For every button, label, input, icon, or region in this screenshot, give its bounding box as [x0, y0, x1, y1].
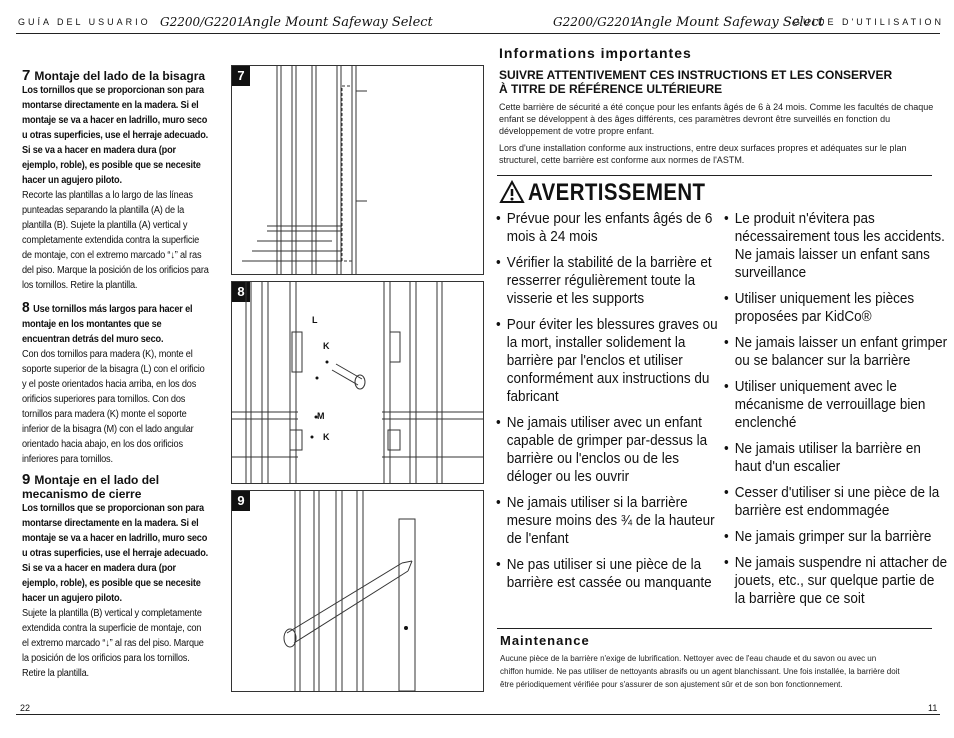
- warning-item: • Pour éviter les blessures graves ou la mort, installer solidement la barrière par l'enclos et utiliser conformément aux instructions du fabricant: [496, 316, 719, 406]
- step-9-text: Sujete la plantilla (B) vertical y completamente extendida contra la superficie de montaje, con el extremo marcado “↓” al ras del piso. Marque la posición de los orificios para los tornillos. Retire la plantilla.: [22, 608, 204, 679]
- step-7-bold: Los tornillos que se proporcionan son para montarse directamente en la madera. Si el montaje se va a hacer en ladrillo, muro seco u otras superficies, use el herraje adecuado. Si se va a hacer en madera dura (por ejemplo, roble), es posible que se necesite hacer un agujero piloto.: [22, 85, 209, 186]
- footer-rule: [16, 714, 940, 715]
- figure-9-illustration: [232, 491, 483, 691]
- step-8: [22, 300, 232, 467]
- page-number-right: 11: [928, 703, 938, 713]
- header-rule: [16, 33, 940, 34]
- figure-8-label-K2: K: [323, 432, 330, 442]
- warning-item: • Utiliser uniquement avec le mécanisme de verrouillage bien enclenché: [724, 378, 947, 432]
- step-8-number: 8: [22, 299, 30, 316]
- info-paragraph-2: Lors d'une installation conforme aux instructions, entre deux surfaces propres et adéquates sur le plan structurel, cette barrière est conforme aux normes de l'ASTM.: [499, 143, 907, 165]
- figure-8-label: 8: [232, 282, 250, 302]
- info-heading: Informations importantes: [499, 45, 692, 61]
- warning-item: • Vérifier la stabilité de la barrière et resserrer régulièrement toute la visserie et les supports: [496, 254, 719, 308]
- header-left-product: Angle Mount Safeway Select: [243, 15, 433, 30]
- figure-8: [231, 281, 484, 484]
- figure-8-label-L: L: [312, 315, 318, 325]
- warning-item: • Ne jamais laisser un enfant grimper ou se balancer sur la barrière: [724, 334, 947, 370]
- page-number-left: 22: [20, 703, 31, 713]
- header-right-product: Angle Mount Safeway Select: [634, 15, 824, 30]
- step-7-text: Recorte las plantillas a lo largo de las líneas punteadas separando la plantilla (A) de la plantilla (B). Sujete la plantilla (A) vertical y completamente extendida contra la superficie de montaje, con el extremo marcado “↓” al ras del piso. Marque la posición de los orificios para los tornillos. Retire la plantilla.: [22, 190, 209, 291]
- maintenance-title: Maintenance: [500, 633, 590, 648]
- step-9: [22, 473, 232, 681]
- warning-item: • Le produit n'évitera pas nécessairement tous les accidents. Ne jamais laisser un enfant sans surveillance: [724, 210, 947, 282]
- maintenance-text: Aucune pièce de la barrière n'exige de lubrification. Nettoyer avec de l'eau chaude et du savon ou avec un chiffon humide. Ne pas utiliser de nettoyants abrasifs ou un agent blanchissant. Une fois installée, la barrière doit être périodiquement vérifiée pour s'assurer de son ajustement sûr et de son bon fonctionnement.: [500, 654, 900, 689]
- warning-top-rule: [497, 175, 932, 176]
- header-right-label: GUIDE D'UTILISATION: [793, 17, 945, 27]
- figure-8-label-M: M: [317, 411, 325, 421]
- step-7-number: 7: [22, 67, 31, 84]
- step-7-title: [22, 69, 232, 83]
- warning-item: • Ne jamais suspendre ni attacher de jouets, etc., sur quelque partie de la barrière que ce soit: [724, 554, 947, 608]
- figure-7-label: 7: [232, 66, 250, 86]
- warning-item: • Ne jamais utiliser si la barrière mesure moins des ¾ de la hauteur de l'enfant: [496, 494, 719, 548]
- step-9-bold: Los tornillos que se proporcionan son para montarse directamente en la madera. Si el montaje se va a hacer en ladrillo, muro seco u otras superficies, use el herraje adecuado. Si se va a hacer en madera dura (por ejemplo, roble), es posible que se necesite hacer un agujero piloto.: [22, 503, 209, 604]
- figure-8-illustration: [232, 282, 483, 483]
- warning-column-left: [496, 210, 718, 600]
- step-8-title-text: Use tornillos más largos para hacer el montaje en los montantes que se encuentran detrás del muro seco.: [22, 304, 193, 345]
- warning-item: • Utiliser uniquement les pièces proposées par KidCo®: [724, 290, 947, 326]
- header-left-model: G2200/G2201: [160, 15, 245, 29]
- warning-item: • Ne jamais grimper sur la barrière: [724, 528, 947, 546]
- step-7-title-text: Montaje del lado de la bisagra: [34, 69, 206, 83]
- warning-item: • Cesser d'utiliser si une pièce de la barrière est endommagée: [724, 484, 947, 520]
- warning-item: • Ne pas utiliser si une pièce de la barrière est cassée ou manquante: [496, 556, 719, 592]
- header-right-model: G2200/G2201: [553, 15, 638, 29]
- warning-item: • Ne jamais utiliser la barrière en haut d'un escalier: [724, 440, 947, 476]
- step-9-title: [22, 473, 182, 501]
- step-9-number: 9: [22, 471, 31, 488]
- figure-7-illustration: [232, 66, 483, 274]
- step-7: [22, 69, 232, 293]
- warning-column-right: [724, 210, 948, 616]
- figure-9: [231, 490, 484, 692]
- warning-item: • Ne jamais utiliser avec un enfant capable de grimper par-dessus la barrière ou l'enclos ou de les déloger ou les ouvrir: [496, 414, 719, 486]
- warning-title: AVERTISSEMENT: [528, 179, 706, 206]
- figure-8-label-K1: K: [323, 341, 330, 351]
- warning-triangle-icon: [499, 180, 525, 204]
- step-9-title-text: Montaje en el lado del mecanismo de cierre: [22, 473, 160, 501]
- step-8-title: [22, 300, 209, 347]
- figure-9-label: 9: [232, 491, 250, 511]
- info-paragraph-1: Cette barrière de sécurité a été conçue pour les enfants âgés de 6 à 24 mois. Comme les facultés de chaque enfant se développent à des âges différents, ces paramètres devront être surveillés en fonction du développement de votre propre enfant.: [499, 102, 934, 136]
- info-caps: SUIVRE ATTENTIVEMENT CES INSTRUCTIONS ET LES CONSERVER À TITRE DE RÉFÉRENCE ULTÉRIEURE: [499, 68, 893, 96]
- figure-7: [231, 65, 484, 275]
- maintenance-rule: [497, 628, 932, 629]
- warning-item: • Prévue pour les enfants âgés de 6 mois à 24 mois: [496, 210, 719, 246]
- header-left-label: GUÍA DEL USUARIO: [18, 17, 151, 27]
- step-8-text: Con dos tornillos para madera (K), monte el soporte superior de la bisagra (L) con el orificio y el poste orientados hacia arriba, en los dos orificios superiores para tornillos. Con dos tornillos para madera (K) monte el soporte inferior de la bisagra (M) con el lado angular orientado hacia abajo, en los dos orificios inferiores para tornillos.: [22, 349, 205, 465]
